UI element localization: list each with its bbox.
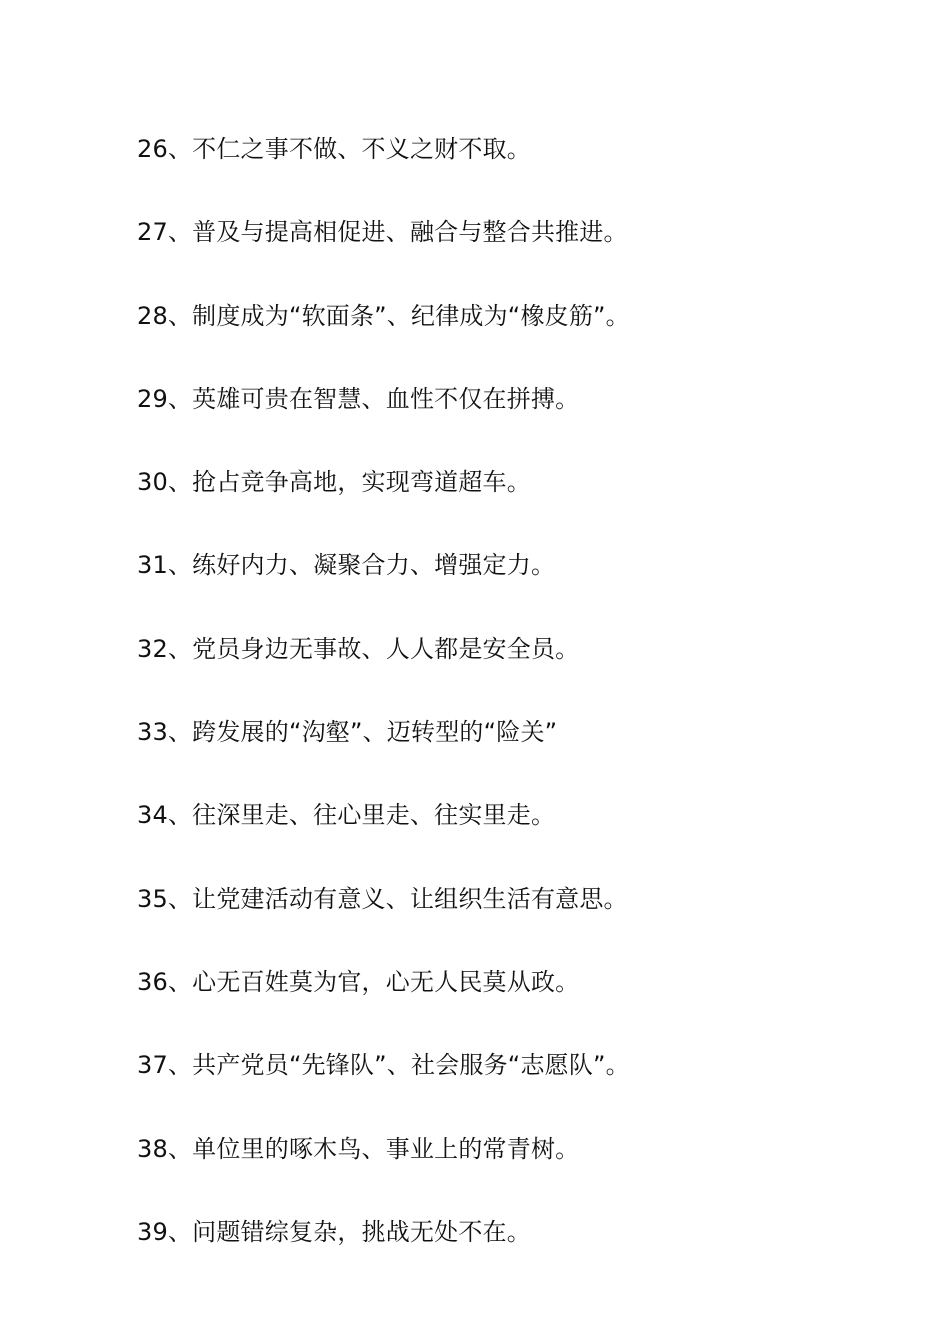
list-item: 38、单位里的啄木鸟、事业上的常青树。: [137, 1134, 580, 1163]
list-item: 27、普及与提高相促进、融合与整合共推进。: [137, 218, 628, 247]
list-item: 31、练好内力、凝聚合力、增强定力。: [137, 551, 556, 580]
list-item: 36、心无百姓莫为官，心无人民莫从政。: [137, 967, 580, 996]
list-item: 28、制度成为“软面条”、纪律成为“橡皮筋”。: [137, 301, 630, 330]
list-item: 33、跨发展的“沟壑”、迈转型的“险关”: [137, 718, 558, 747]
list-item: 37、共产党员“先锋队”、社会服务“志愿队”。: [137, 1051, 630, 1080]
list-item: 32、党员身边无事故、人人都是安全员。: [137, 634, 580, 663]
list-item: 26、不仁之事不做、不义之财不取。: [137, 135, 531, 163]
list-item: 35、让党建活动有意义、让组织生活有意思。: [137, 884, 628, 913]
list-item: 34、往深里走、往心里走、往实里走。: [137, 801, 556, 830]
slogan-list: [137, 128, 897, 1294]
list-item: 30、抢占竞争高地，实现弯道超车。: [137, 468, 531, 497]
list-item: 39、问题错综复杂，挑战无处不在。: [137, 1217, 531, 1246]
list-item: 29、英雄可贵在智慧、血性不仅在拼搏。: [137, 384, 580, 413]
